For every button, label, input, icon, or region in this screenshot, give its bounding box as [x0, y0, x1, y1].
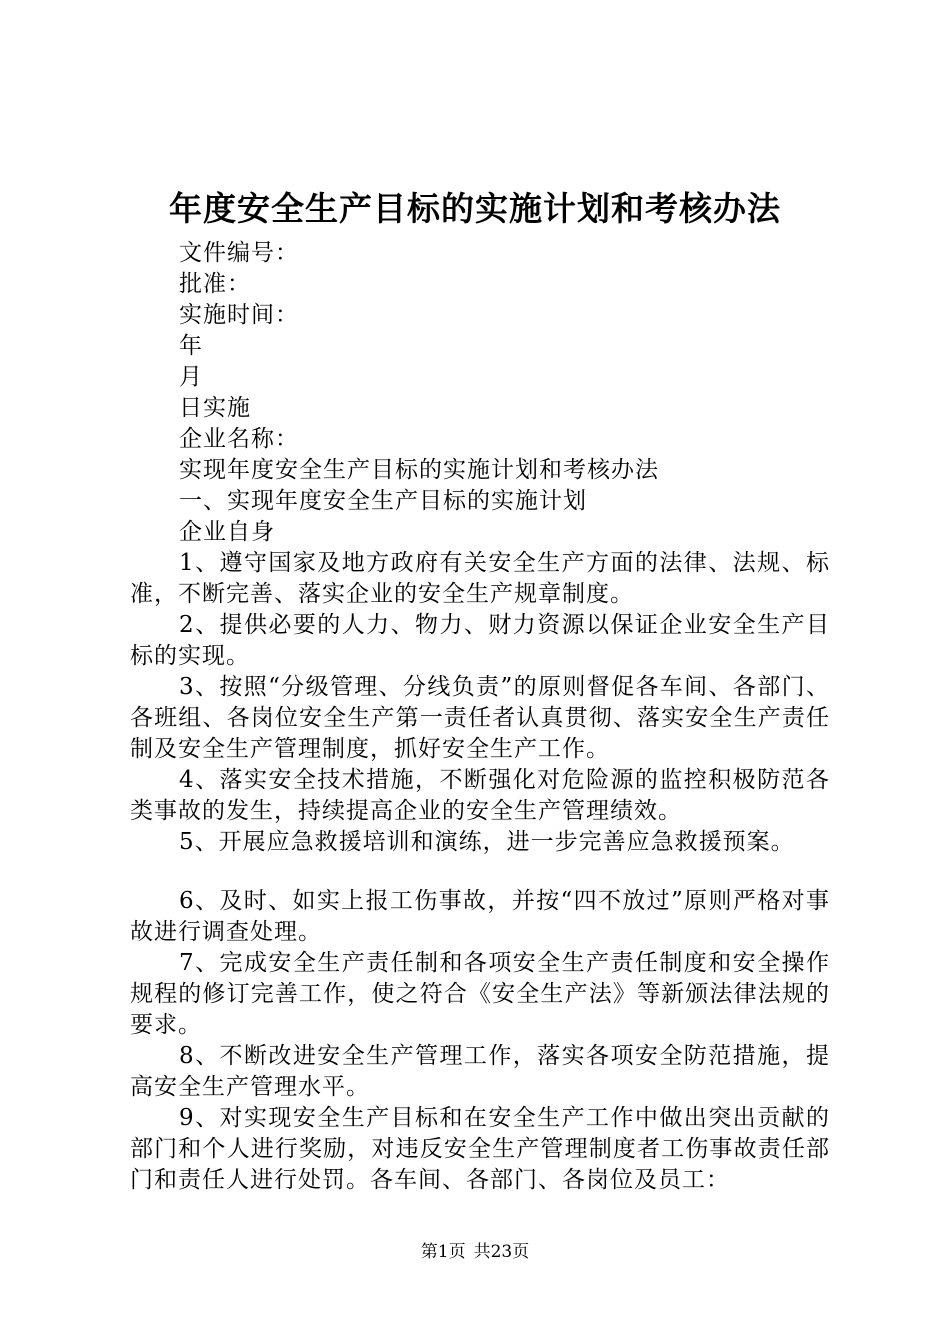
paragraph-item-5: 5、开展应急救援培训和演练，进一步完善应急救援预案。: [179, 829, 795, 855]
section-heading-1: 一、实现年度安全生产目标的实施计划: [179, 488, 587, 514]
header-line-subtitle: 实现年度安全生产目标的实施计划和考核办法: [179, 457, 659, 483]
paragraph-item-9: 9、对实现安全生产目标和在安全生产工作中做出突出贡献的部门和个人进行奖励，对违反安全生产管理制度者工伤事故责任部门和责任人进行处罚。各车间、各部门、各岗位及员工：: [130, 1105, 830, 1193]
page-number-current: 第1页: [420, 1242, 466, 1262]
header-line-file-number: 文件编号：: [179, 240, 299, 266]
paragraph-item-6: 6、及时、如实上报工伤事故，并按“四不放过”原则严格对事故进行调查处理。: [130, 888, 830, 945]
page-footer: [0, 1240, 950, 1264]
subsection-heading: 企业自身: [179, 519, 275, 545]
header-line-day: 日实施: [179, 395, 251, 421]
header-line-effective-time: 实施时间：: [179, 302, 299, 328]
paragraph-spacer: [130, 858, 830, 886]
page-number-total: 共23页: [473, 1242, 530, 1262]
paragraph-item-4: 4、落实安全技术措施，不断强化对危险源的监控积极防范各类事故的发生，持续提高企业的安全生产管理绩效。: [130, 767, 830, 824]
paragraph-item-2: 2、提供必要的人力、物力、财力资源以保证企业安全生产目标的实现。: [130, 612, 830, 669]
header-line-approval: 批准：: [179, 271, 251, 297]
paragraph-item-3: 3、按照“分级管理、分线负责”的原则督促各车间、各部门、各班组、各岗位安全生产第一责任者认真贯彻、落实安全生产责任制及安全生产管理制度，抓好安全生产工作。: [130, 674, 830, 762]
header-line-year: 年: [179, 333, 203, 359]
paragraph-item-8: 8、不断改进安全生产管理工作，落实各项安全防范措施，提高安全生产管理水平。: [130, 1043, 830, 1100]
paragraph-item-7: 7、完成安全生产责任制和各项安全生产责任制度和安全操作规程的修订完善工作，使之符合《安全生产法》等新颁法律法规的要求。: [130, 950, 830, 1038]
document-body: [130, 238, 830, 1196]
paragraph-item-1: 1、遵守国家及地方政府有关安全生产方面的法律、法规、标准，不断完善、落实企业的安全生产规章制度。: [130, 550, 830, 607]
header-line-month: 月: [179, 364, 203, 390]
header-line-company-name: 企业名称：: [179, 426, 299, 452]
document-title: 年度安全生产目标的实施计划和考核办法: [169, 189, 781, 228]
